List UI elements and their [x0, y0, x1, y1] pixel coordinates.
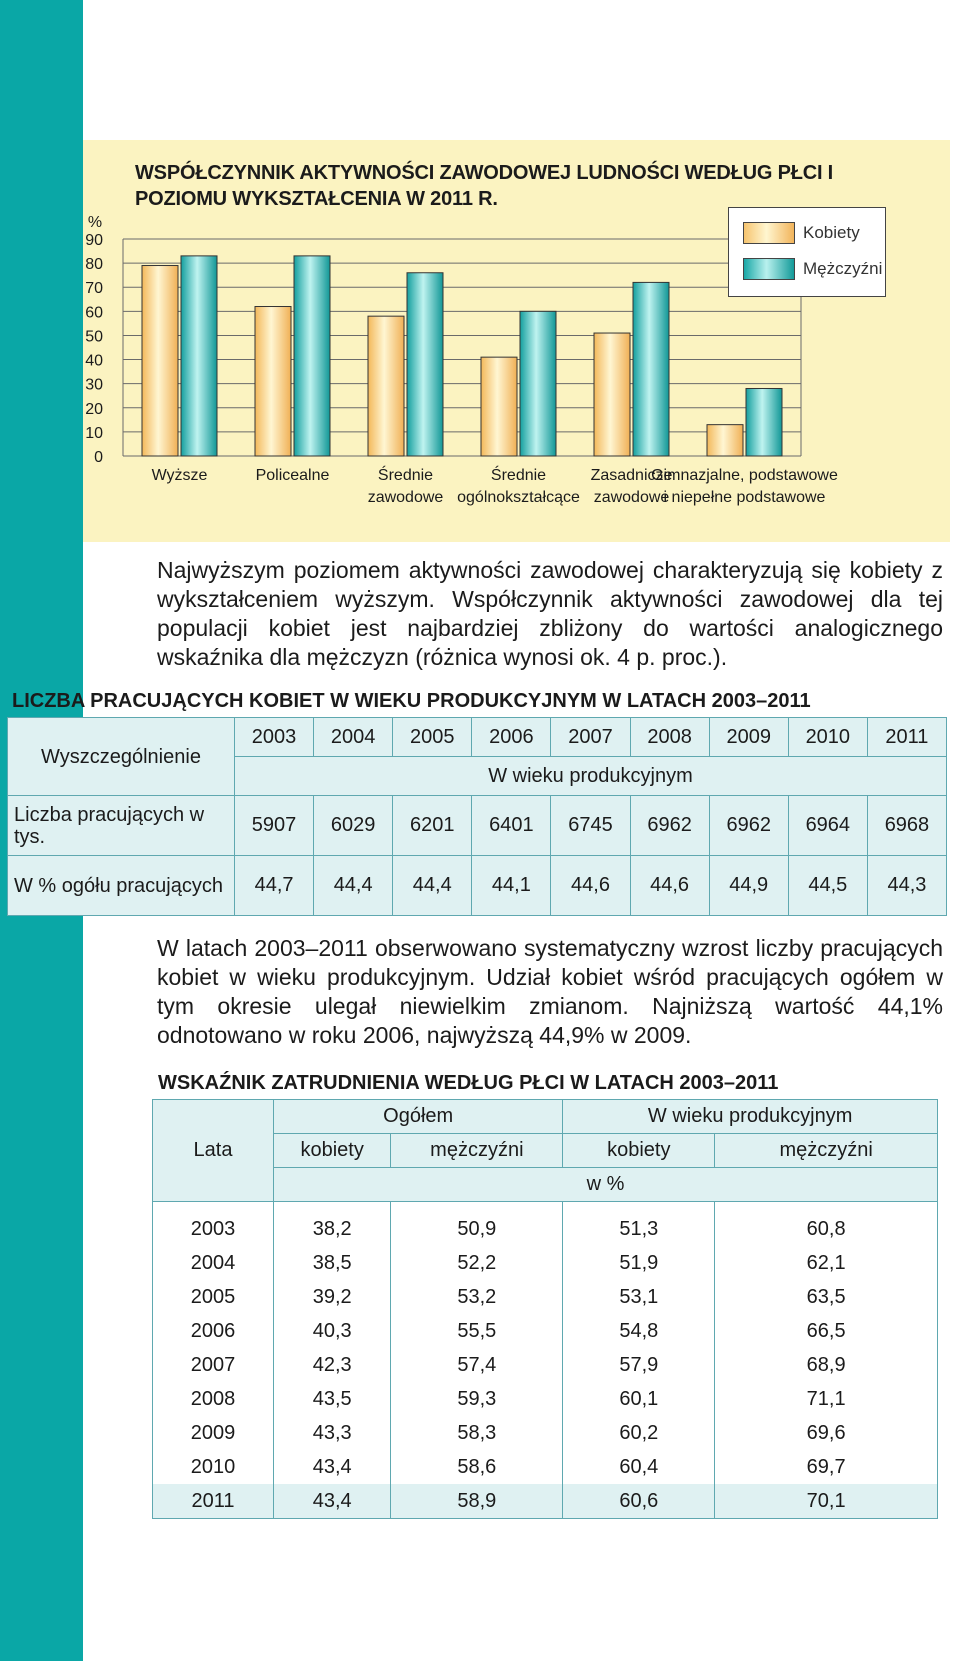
table2-col-men: mężczyźni — [391, 1134, 563, 1168]
category-label: Wyższe — [151, 467, 208, 484]
category-label: zawodowe — [367, 489, 444, 506]
y-tick-label: 0 — [94, 449, 103, 466]
value-cell: 38,5 — [274, 1246, 391, 1280]
table1-cell: 5907 — [235, 796, 314, 856]
value-cell: 42,3 — [274, 1348, 391, 1382]
table-row — [153, 1314, 938, 1348]
year-cell: 2003 — [153, 1202, 274, 1247]
value-cell: 58,9 — [391, 1484, 563, 1519]
value-cell: 53,2 — [391, 1280, 563, 1314]
table1-cell: 44,4 — [393, 856, 472, 916]
table-row — [153, 1246, 938, 1280]
bar-women — [594, 333, 630, 456]
table1-year: 2006 — [472, 718, 551, 757]
table1-year: 2008 — [630, 718, 709, 757]
table-row — [153, 1382, 938, 1416]
value-cell: 39,2 — [274, 1280, 391, 1314]
employment-rate-table — [152, 1099, 938, 1519]
value-cell: 38,2 — [274, 1202, 391, 1247]
chart-panel — [83, 140, 950, 542]
value-cell: 51,3 — [563, 1202, 715, 1247]
y-tick-label: 20 — [85, 400, 103, 418]
table1-year: 2010 — [788, 718, 867, 757]
value-cell: 43,3 — [274, 1416, 391, 1450]
year-cell: 2007 — [153, 1348, 274, 1382]
value-cell: 62,1 — [715, 1246, 938, 1280]
value-cell: 68,9 — [715, 1348, 938, 1382]
table2-col-men: mężczyźni — [715, 1134, 938, 1168]
table1-row-label: Liczba pracujących w tys. — [8, 796, 235, 856]
table1-cell: 6029 — [314, 796, 393, 856]
value-cell: 57,4 — [391, 1348, 563, 1382]
table1-year: 2007 — [551, 718, 630, 757]
y-tick-label: 80 — [85, 256, 103, 274]
table-row — [153, 1416, 938, 1450]
table1-cell: 44,5 — [788, 856, 867, 916]
table1-year: 2005 — [393, 718, 472, 757]
table1-cell: 6964 — [788, 796, 867, 856]
table-row — [153, 1348, 938, 1382]
bar-women — [707, 425, 743, 456]
table1-header-cell: Wyszczególnienie — [8, 718, 235, 796]
category-label: zawodowe — [593, 489, 670, 506]
category-label: Gimnazjalne, podstawowe — [651, 467, 838, 484]
value-cell: 51,9 — [563, 1246, 715, 1280]
table2-lata-header: Lata — [153, 1100, 274, 1202]
y-tick-label: 50 — [85, 328, 103, 346]
year-cell: 2008 — [153, 1382, 274, 1416]
y-tick-label: 70 — [85, 280, 103, 298]
category-label: i niepełne podstawowe — [663, 489, 826, 506]
year-cell: 2011 — [153, 1484, 274, 1519]
value-cell: 50,9 — [391, 1202, 563, 1247]
y-unit-label: % — [87, 214, 103, 231]
year-cell: 2006 — [153, 1314, 274, 1348]
category-label: ogólnokształcące — [457, 489, 580, 506]
table1-cell: 6401 — [472, 796, 551, 856]
table-row — [153, 1450, 938, 1484]
value-cell: 43,4 — [274, 1450, 391, 1484]
value-cell: 54,8 — [563, 1314, 715, 1348]
table1-year: 2004 — [314, 718, 393, 757]
table-row — [153, 1280, 938, 1314]
legend-label-men: Mężczyźni — [803, 259, 883, 278]
legend-swatch-women — [743, 222, 795, 244]
paragraph-activity: Najwyższym poziomem aktywności zawodowej charakteryzują się kobiety z wykształceniem wyższym. Współczynnik aktywności zawodowej dla tej populacji kobiet jest najbardziej zbliżony do wartości analogicznego wskaźnika dla mężczyzn (różnica wynosi ok. 4 p. proc.). — [157, 557, 943, 670]
category-label: Zasadnicze — [590, 467, 673, 484]
table1-title: LICZBA PRACUJĄCYCH KOBIET W WIEKU PRODUKCYJNYM W LATACH 2003–2011 — [12, 690, 811, 712]
table1-cell: 6201 — [393, 796, 472, 856]
year-cell: 2009 — [153, 1416, 274, 1450]
table2-group-total: Ogółem — [274, 1100, 563, 1134]
legend-swatch-men — [743, 258, 795, 280]
value-cell: 57,9 — [563, 1348, 715, 1382]
bar-men — [520, 311, 556, 456]
table1-row-label: W % ogółu pracujących — [8, 856, 235, 916]
table1-cell: 44,3 — [867, 856, 946, 916]
category-label: Średnie — [490, 467, 547, 484]
table2-body — [153, 1202, 938, 1519]
table2-col-women: kobiety — [274, 1134, 391, 1168]
table1-year: 2009 — [709, 718, 788, 757]
category-label: Średnie — [377, 467, 434, 484]
table1-year: 2003 — [235, 718, 314, 757]
table1-cell: 44,1 — [472, 856, 551, 916]
category-label: Policealne — [255, 467, 330, 484]
value-cell: 52,2 — [391, 1246, 563, 1280]
paragraph-trend: W latach 2003–2011 obserwowano systematyczny wzrost liczby pracujących kobiet w wieku produkcyjnym. Udział kobiet wśród pracujących ogółem w tym okresie ulegał niewielkim zmianom. Najniższą wartość 44,1% odnotowano w roku 2006, najwyższą 44,9% w 2009. — [157, 935, 943, 1048]
value-cell: 66,5 — [715, 1314, 938, 1348]
table2-unit: w % — [274, 1168, 938, 1202]
legend-item-women — [743, 222, 860, 244]
legend-item-men — [743, 258, 882, 280]
year-cell: 2010 — [153, 1450, 274, 1484]
employment-women-table — [7, 717, 947, 916]
bar-women — [368, 316, 404, 456]
value-cell: 70,1 — [715, 1484, 938, 1519]
bar-men — [407, 273, 443, 456]
table1-year: 2011 — [867, 718, 946, 757]
table1-subheader: W wieku produkcyjnym — [235, 757, 947, 796]
y-tick-label: 30 — [85, 376, 103, 394]
value-cell: 43,5 — [274, 1382, 391, 1416]
bar-men — [294, 256, 330, 456]
value-cell: 55,5 — [391, 1314, 563, 1348]
table2-title: WSKAŹNIK ZATRUDNIENIA WEDŁUG PŁCI W LATACH 2003–2011 — [158, 1072, 779, 1094]
y-tick-label: 60 — [85, 304, 103, 322]
table1-cell: 6745 — [551, 796, 630, 856]
value-cell: 40,3 — [274, 1314, 391, 1348]
value-cell: 60,6 — [563, 1484, 715, 1519]
table-row — [153, 1484, 938, 1519]
year-cell: 2005 — [153, 1280, 274, 1314]
table1-cell: 6962 — [630, 796, 709, 856]
table1-cell: 44,6 — [630, 856, 709, 916]
value-cell: 58,3 — [391, 1416, 563, 1450]
value-cell: 53,1 — [563, 1280, 715, 1314]
table1-cell: 44,6 — [551, 856, 630, 916]
table1-cell: 6968 — [867, 796, 946, 856]
value-cell: 63,5 — [715, 1280, 938, 1314]
bar-men — [746, 388, 782, 456]
table2-col-women: kobiety — [563, 1134, 715, 1168]
value-cell: 60,1 — [563, 1382, 715, 1416]
bar-women — [142, 266, 178, 456]
y-tick-label: 90 — [85, 232, 103, 249]
table1-cell: 44,4 — [314, 856, 393, 916]
table1-cell: 6962 — [709, 796, 788, 856]
value-cell: 43,4 — [274, 1484, 391, 1519]
y-tick-label: 10 — [85, 424, 103, 442]
bar-women — [481, 357, 517, 456]
value-cell: 69,7 — [715, 1450, 938, 1484]
table2-group-working-age: W wieku produkcyjnym — [563, 1100, 938, 1134]
y-tick-label: 40 — [85, 352, 103, 370]
value-cell: 60,8 — [715, 1202, 938, 1247]
value-cell: 71,1 — [715, 1382, 938, 1416]
bar-men — [633, 282, 669, 456]
value-cell: 58,6 — [391, 1450, 563, 1484]
chart-legend — [728, 207, 886, 297]
value-cell: 60,2 — [563, 1416, 715, 1450]
chart-title: WSPÓŁCZYNNIK AKTYWNOŚCI ZAWODOWEJ LUDNOŚCI WEDŁUG PŁCI I POZIOMU WYKSZTAŁCENIA W 2011 R. — [135, 162, 834, 210]
table1-cell: 44,9 — [709, 856, 788, 916]
value-cell: 69,6 — [715, 1416, 938, 1450]
table1-cell: 44,7 — [235, 856, 314, 916]
value-cell: 60,4 — [563, 1450, 715, 1484]
year-cell: 2004 — [153, 1246, 274, 1280]
bar-men — [181, 256, 217, 456]
legend-label-women: Kobiety — [803, 223, 860, 242]
value-cell: 59,3 — [391, 1382, 563, 1416]
table-row — [153, 1202, 938, 1247]
bar-chart — [83, 140, 950, 542]
bar-women — [255, 307, 291, 456]
